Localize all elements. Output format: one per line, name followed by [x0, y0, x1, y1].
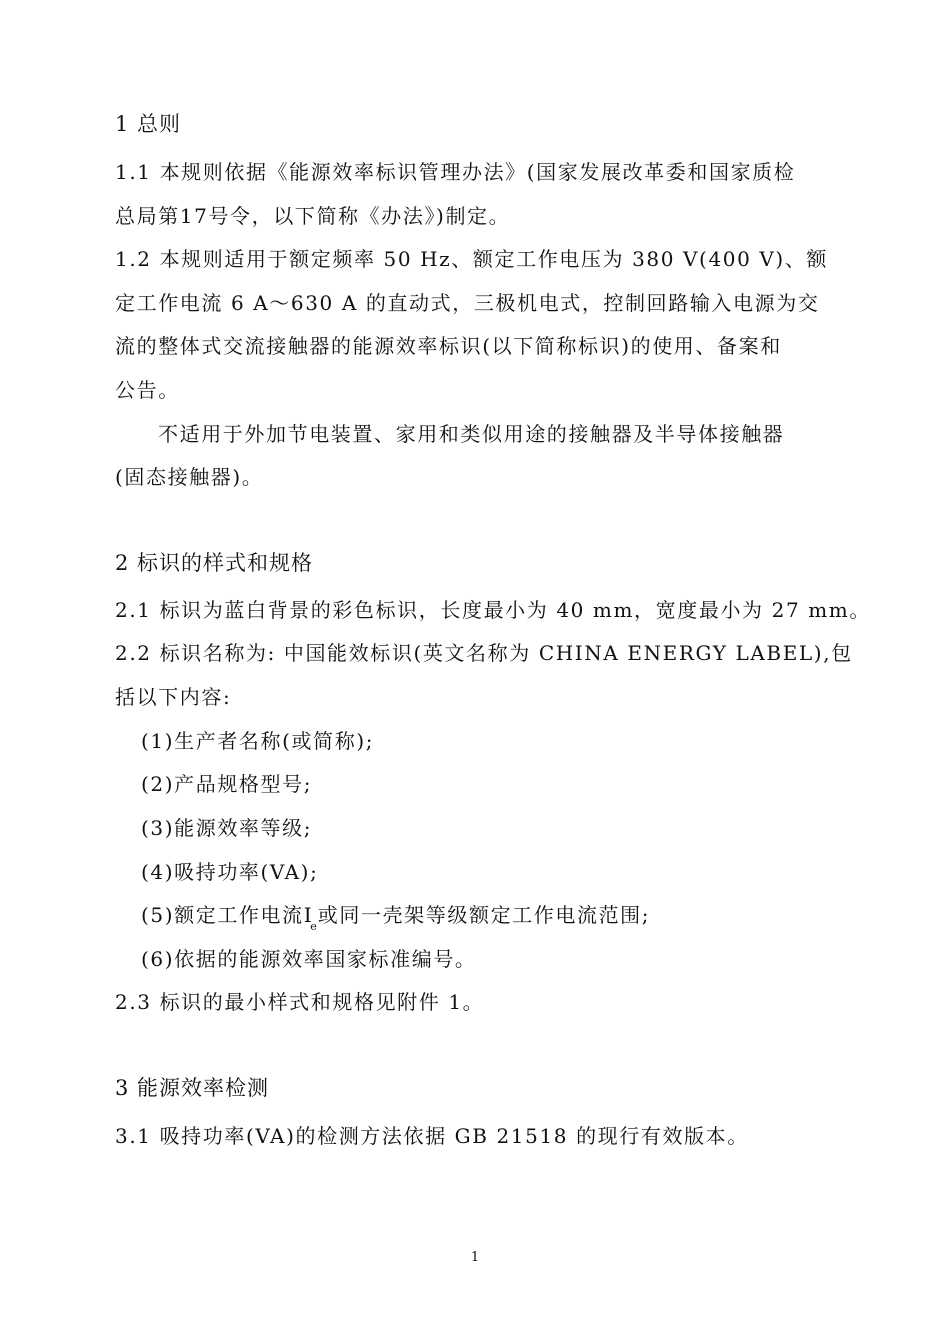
paragraph-line: 3.1 吸持功率(VA)的检测方法依据 GB 21518 的现行有效版本。	[115, 1124, 749, 1148]
list-item: (2)产品规格型号;	[141, 772, 313, 796]
paragraph-line: 1.1 本规则依据《能源效率标识管理办法》(国家发展改革委和国家质检	[115, 160, 796, 184]
section-3-heading: 3 能源效率检测	[115, 1076, 270, 1100]
page-number: 1	[470, 1250, 480, 1265]
list-item: (3)能源效率等级;	[141, 816, 313, 840]
list-item-text: 或同一壳架等级额定工作电流范围;	[317, 903, 651, 927]
paragraph-line: 公告。	[115, 378, 180, 402]
paragraph-line: 总局第17号令，以下简称《办法》)制定。	[115, 204, 511, 228]
paragraph-line: (固态接触器)。	[115, 465, 264, 489]
list-item: (1)生产者名称(或简称);	[141, 729, 375, 753]
current-symbol: I	[303, 903, 314, 927]
paragraph-line: 不适用于外加节电装置、家用和类似用途的接触器及半导体接触器	[158, 422, 785, 446]
section-1-heading: 1 总则	[115, 112, 182, 136]
paragraph-line: 1.2 本规则适用于额定频率 50 Hz、额定工作电压为 380 V(400 V)、额	[115, 247, 829, 271]
list-item: (4)吸持功率(VA);	[141, 860, 319, 884]
list-item: (6)依据的能源效率国家标准编号。	[141, 947, 477, 971]
list-item-text: (5)额定工作电流	[141, 903, 304, 927]
current-subscript: e	[310, 920, 317, 933]
paragraph-line: 2.2 标识名称为: 中国能效标识(英文名称为 CHINA ENERGY LABEL),包	[115, 641, 853, 665]
paragraph-line: 2.1 标识为蓝白背景的彩色标识，长度最小为 40 mm，宽度最小为 27 mm。	[115, 598, 871, 622]
paragraph-line: 括以下内容:	[115, 685, 232, 709]
list-item	[141, 901, 650, 933]
section-2-heading: 2 标识的样式和规格	[115, 551, 314, 575]
paragraph-line: 2.3 标识的最小样式和规格见附件 1。	[115, 990, 485, 1014]
paragraph-line: 流的整体式交流接触器的能源效率标识(以下简称标识)的使用、备案和	[115, 334, 782, 358]
paragraph-line: 定工作电流 6 A～630 A 的直动式，三极机电式，控制回路输入电源为交	[115, 291, 820, 315]
